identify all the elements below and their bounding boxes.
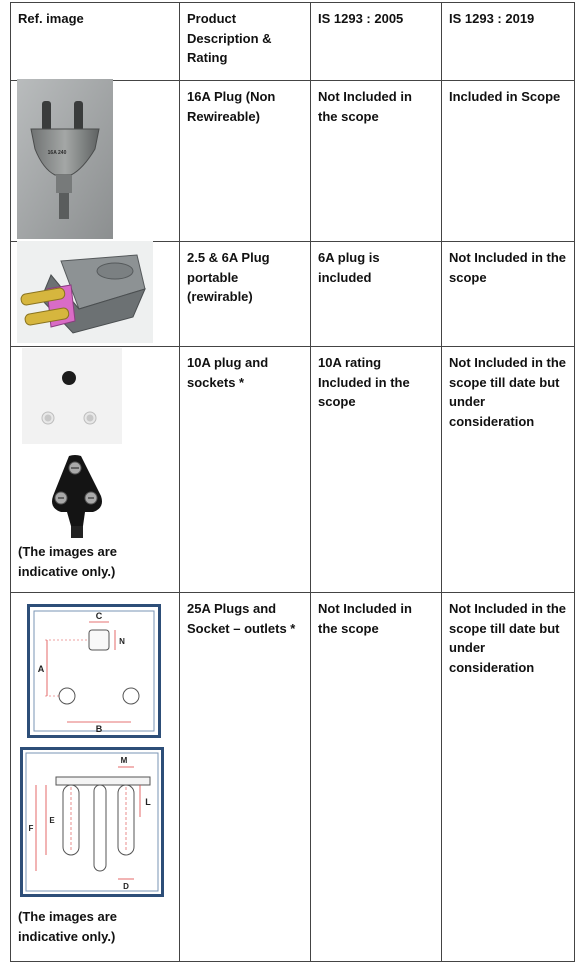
product-cell: 10A plug and sockets * bbox=[180, 347, 311, 593]
ref-image-cell bbox=[11, 347, 180, 593]
table-row bbox=[11, 242, 575, 347]
plug-6a-image bbox=[17, 241, 153, 343]
dim-label-c: C bbox=[95, 611, 103, 621]
product-cell: 2.5 & 6A Plug portable (rewirable) bbox=[180, 242, 311, 347]
socket-10a-image bbox=[22, 348, 122, 444]
dim-label-b: B bbox=[95, 724, 103, 734]
product-cell: 16A Plug (Non Rewireable) bbox=[180, 81, 311, 242]
ref-image-cell bbox=[11, 593, 180, 962]
is-2005-cell: Not Included in the scope bbox=[311, 81, 442, 242]
is-2005-cell: 6A plug is included bbox=[311, 242, 442, 347]
plug-10a-image bbox=[39, 454, 119, 538]
dim-label-e: E bbox=[49, 816, 55, 825]
dim-label-d: D bbox=[123, 882, 129, 891]
is-2019-cell: Not Included in the scope till date but under consideration bbox=[442, 593, 575, 962]
comparison-table bbox=[10, 2, 575, 962]
dim-label-n: N bbox=[119, 637, 125, 646]
indicative-note: (The images are indicative only.) bbox=[18, 544, 117, 579]
is-2019-cell: Included in Scope bbox=[442, 81, 575, 242]
dim-label-l: L bbox=[145, 797, 151, 807]
header-product: Product Description & Rating bbox=[180, 3, 311, 81]
table-row bbox=[11, 347, 575, 593]
ref-image-cell bbox=[11, 81, 180, 242]
plug-25a-diagram bbox=[20, 747, 164, 897]
product-cell: 25A Plugs and Socket – outlets * bbox=[180, 593, 311, 962]
plug-body-text: 16A 240 bbox=[47, 150, 67, 156]
header-row bbox=[11, 3, 575, 81]
ref-image-cell bbox=[11, 242, 180, 347]
header-ref-image: Ref. image bbox=[11, 3, 180, 81]
header-is-2005: IS 1293 : 2005 bbox=[311, 3, 442, 81]
dim-label-m: M bbox=[120, 756, 128, 765]
is-2019-cell: Not Included in the scope bbox=[442, 242, 575, 347]
plug-16a-image bbox=[17, 79, 113, 239]
is-2005-cell: Not Included in the scope bbox=[311, 593, 442, 962]
table-row bbox=[11, 593, 575, 962]
is-2005-cell: 10A rating Included in the scope bbox=[311, 347, 442, 593]
header-is-2019: IS 1293 : 2019 bbox=[442, 3, 575, 81]
dim-label-f: F bbox=[28, 824, 34, 833]
dim-label-a: A bbox=[37, 664, 45, 674]
table-row bbox=[11, 81, 575, 242]
socket-25a-diagram bbox=[27, 604, 161, 738]
is-2019-cell: Not Included in the scope till date but under consideration bbox=[442, 347, 575, 593]
indicative-note: (The images are indicative only.) bbox=[18, 909, 117, 944]
